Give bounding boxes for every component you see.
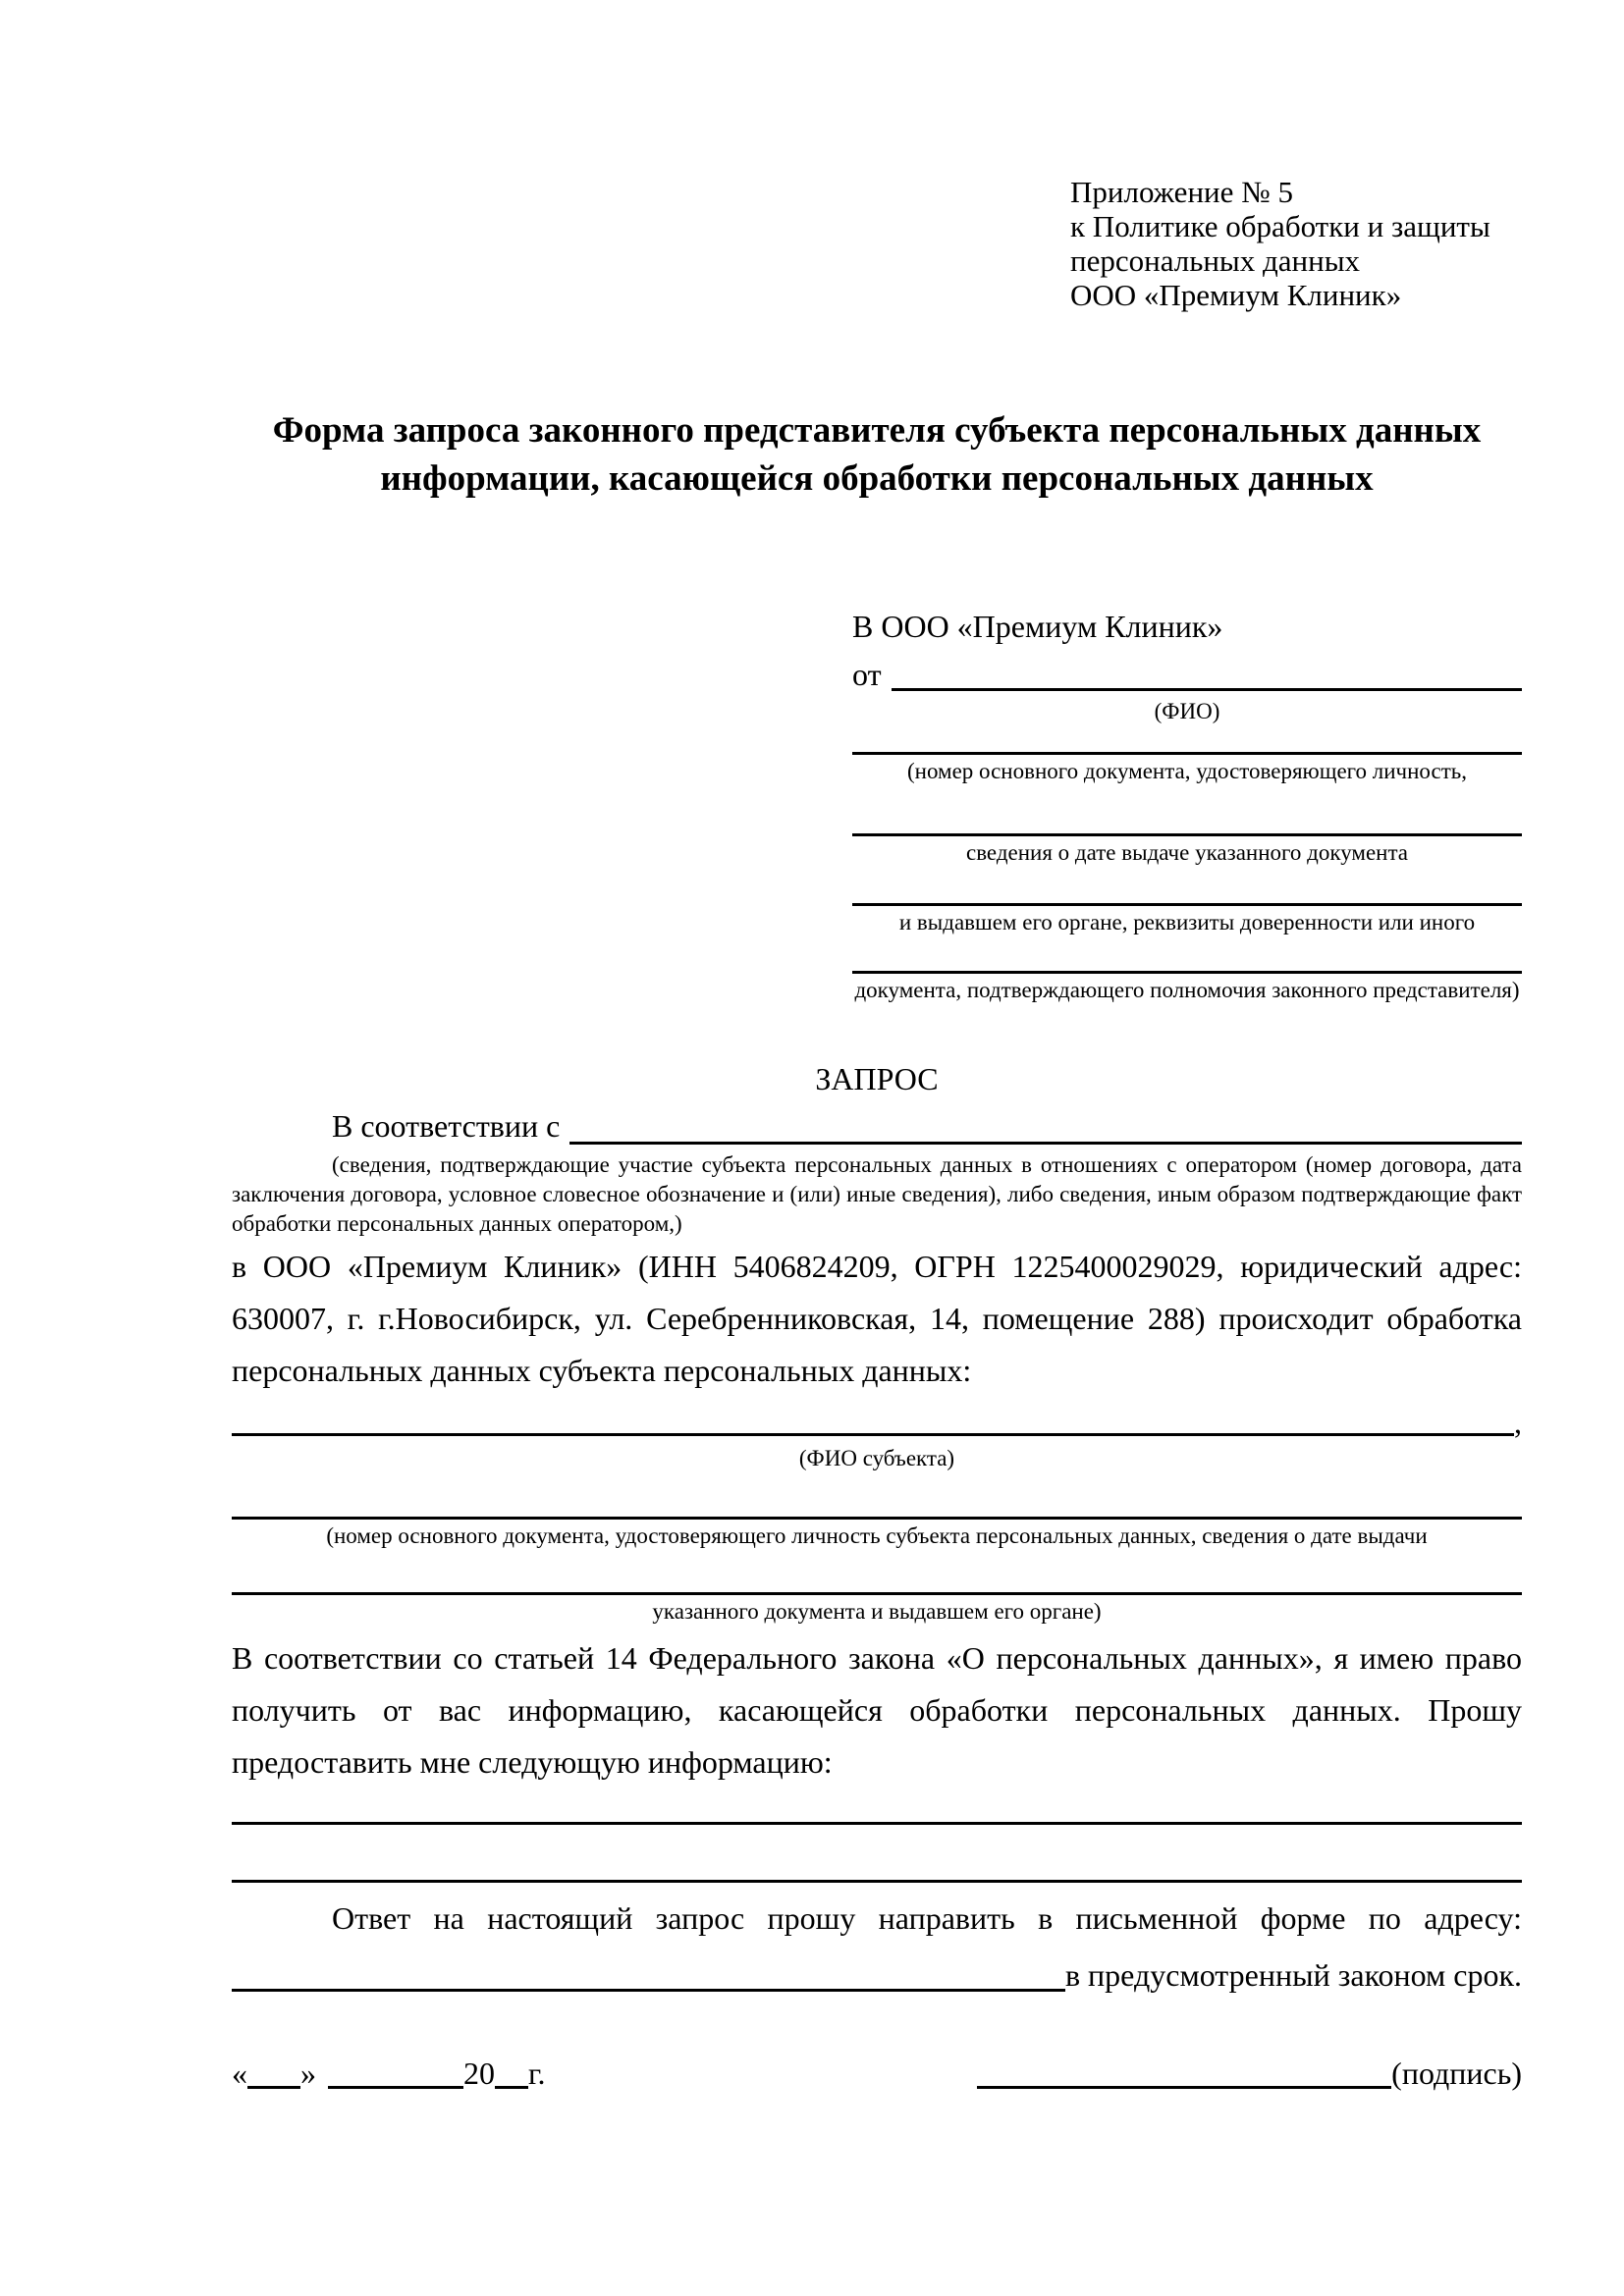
appendix-line: Приложение № 5 — [1070, 175, 1293, 209]
date-open-quote: « — [232, 2056, 247, 2091]
month-blank-line[interactable] — [328, 2055, 463, 2089]
addressee-block — [852, 605, 1522, 1005]
year-blank-line[interactable] — [495, 2055, 528, 2089]
subject-comma: , — [1514, 1405, 1522, 1440]
authority-document-blank-line[interactable] — [852, 971, 1522, 974]
address-blank-line[interactable] — [232, 1989, 1065, 1992]
document-title-line: Форма запроса законного представителя субъекта персональных данных — [272, 410, 1482, 451]
document-caption-3: и выдавшем его органе, реквизиты доверенности или иного — [898, 910, 1476, 934]
subject-document-caption-1: (номер основного документа, удостоверяющего личность субъекта персональных данных, сведения о дате выдачи — [326, 1523, 1428, 1548]
appendix-header — [1070, 175, 1522, 312]
day-blank-line[interactable] — [247, 2055, 300, 2089]
document-title — [232, 406, 1522, 503]
document-number-blank-line[interactable] — [852, 752, 1522, 755]
operator-paragraph: в ООО «Премиум Клиник» (ИНН 5406824209, ОГРН 1225400029029, юридический адрес: 630007, г. г.Новосибирск, ул. Серебренниковская, 14, помещение 288) происходит обработка персональных данных субъекта персональных данных: — [232, 1249, 1522, 1388]
requested-info-blank-line-1[interactable] — [232, 1822, 1522, 1825]
basis-row — [232, 1101, 1522, 1150]
signature-line — [977, 2051, 1522, 2096]
answer-paragraph-line1: Ответ на настоящий запрос прошу направить в письменной форме по адресу: — [332, 1900, 1522, 1936]
answer-suffix: в предусмотренный законом срок. — [1064, 1957, 1522, 1993]
document-caption-2: сведения о дате выдаче указанного документа — [965, 840, 1409, 865]
fio-blank-line[interactable] — [892, 652, 1522, 691]
year-suffix: г. — [528, 2056, 546, 2091]
law-paragraph: В соответствии со статьей 14 Федерального закона «О персональных данных», я имею право получить от вас информацию, касающейся обработки персональных данных. Прошу предоставить мне следующую информацию: — [232, 1640, 1522, 1780]
answer-paragraph-line2 — [232, 1945, 1522, 1998]
issue-date-blank-line[interactable] — [852, 833, 1522, 836]
document-title-line: информации, касающейся обработки персональных данных — [380, 458, 1374, 499]
subject-fio-caption: (ФИО субъекта) — [798, 1446, 955, 1470]
date-line — [232, 2051, 546, 2096]
subject-fio-row — [232, 1397, 1522, 1442]
subject-document-caption-2: указанного документа и выдавшем его органе) — [652, 1599, 1102, 1624]
date-close-quote: » — [300, 2056, 316, 2091]
basis-caption: (сведения, подтверждающие участие субъекта персональных данных в отношениях с оператором (номер договора, дата заключения договора, условное словесное обозначение и (или) иные сведения), либо сведения, иным образом подтверждающие факт обработки персональных данных оператором,) — [232, 1152, 1522, 1236]
requested-info-blank-line-2[interactable] — [232, 1880, 1522, 1883]
appendix-line: персональных данных — [1070, 243, 1361, 278]
subject-fio-blank-line[interactable] — [232, 1433, 1514, 1436]
document-caption-1: (номер основного документа, удостоверяющего личность, — [906, 759, 1467, 783]
signature-blank-line[interactable] — [977, 2055, 1391, 2089]
appendix-line: к Политике обработки и защиты — [1070, 209, 1490, 243]
year-century: 20 — [463, 2056, 495, 2091]
request-heading: ЗАПРОС — [815, 1061, 939, 1096]
addressee-to: В ООО «Премиум Клиник» — [852, 609, 1223, 644]
subject-document-blank-line-1[interactable] — [232, 1517, 1522, 1520]
fio-caption: (ФИО) — [1154, 699, 1220, 723]
from-row — [852, 652, 1522, 697]
from-label: от — [852, 657, 882, 692]
signature-caption: (подпись) — [1391, 2056, 1522, 2091]
issuing-authority-blank-line[interactable] — [852, 903, 1522, 906]
document-caption-4: документа, подтверждающего полномочия законного представителя) — [854, 978, 1520, 1002]
basis-label: В соответствии с — [332, 1108, 561, 1144]
subject-document-blank-line-2[interactable] — [232, 1592, 1522, 1595]
appendix-line: ООО «Премиум Клиник» — [1070, 278, 1402, 312]
footer-row — [232, 2051, 1522, 2096]
basis-blank-line[interactable] — [569, 1101, 1522, 1145]
